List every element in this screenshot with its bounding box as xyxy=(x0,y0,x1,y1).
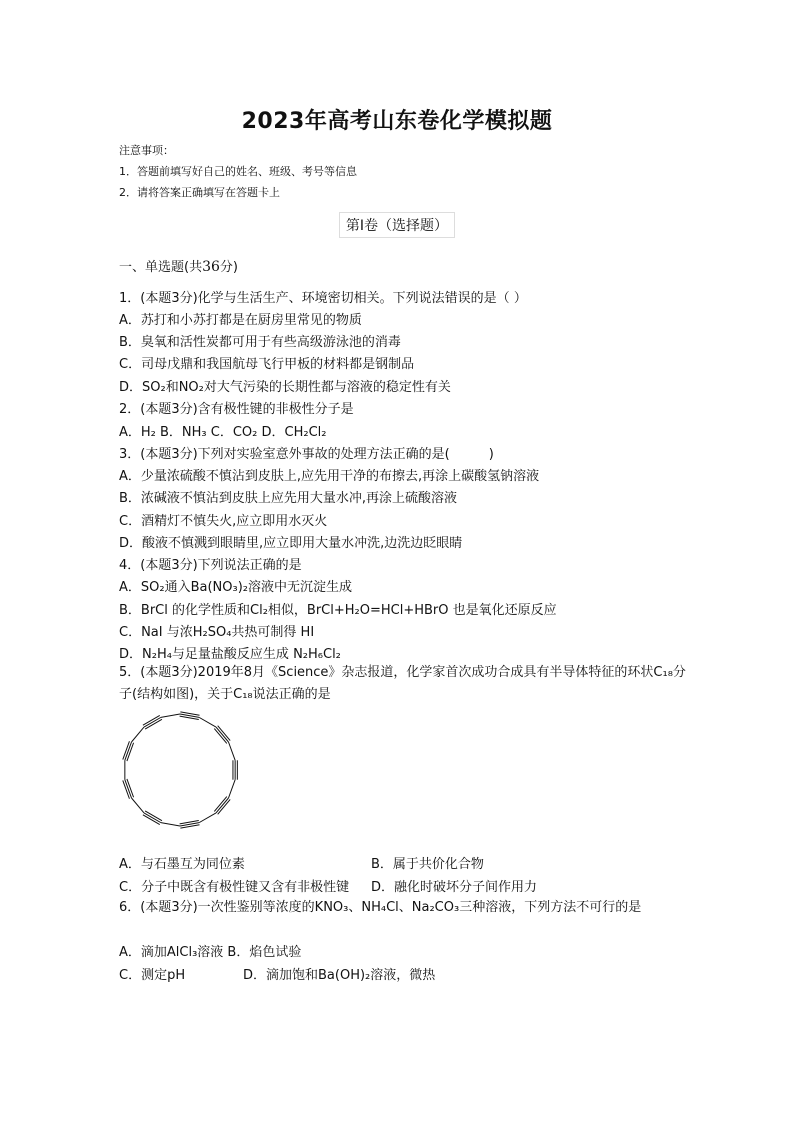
q2-options: A．H₂ B．NH₃ C．CO₂ D．CH₂Cl₂ xyxy=(119,425,327,440)
section-heading xyxy=(0,212,794,238)
triple-bond-line xyxy=(218,799,231,814)
triple-bond-line xyxy=(214,729,227,744)
q2-stem: 2．(本题3分)含有极性键的非极性分子是 xyxy=(119,402,354,417)
part-label: 一、单选题(共 xyxy=(119,260,203,275)
single-bond-line xyxy=(132,727,145,742)
q5-option-b: B．属于共价化合物 xyxy=(371,857,484,872)
q3-option-b: B．浓碱液不慎沾到皮肤上应先用大量水冲,再涂上硫酸溶液 xyxy=(119,491,458,506)
q6-option-d: D．滴加饱和Ba(OH)₂溶液，微热 xyxy=(243,968,436,983)
page-title: 2023年高考山东卷化学模拟题 xyxy=(241,109,553,134)
single-bond-line xyxy=(228,780,235,798)
triple-bond-line xyxy=(144,717,161,727)
triple-bond-line xyxy=(143,715,160,725)
q6-option-c: C．测定pH xyxy=(119,968,186,983)
notice-heading: 注意事项： xyxy=(119,144,174,157)
q3-option-a: A．少量浓硫酸不慎沾到皮肤上,应先用干净的布擦去,再涂上碳酸氢钠溶液 xyxy=(119,469,540,484)
q4-option-b: B．BrCl 的化学性质和Cl₂相似，BrCl+H₂O=HCl+HBrO 也是氧化还原反应 xyxy=(119,603,557,618)
single-bond-line xyxy=(199,813,216,823)
q6-stem: 6．(本题3分)一次性鉴别等浓度的KNO₃、NH₄Cl、Na₂CO₃三种溶液，下列方法不可行的是 xyxy=(119,900,642,915)
triple-bond-line xyxy=(218,726,231,741)
triple-bond-line xyxy=(144,813,161,823)
triple-bond-line xyxy=(143,815,160,825)
part-heading xyxy=(119,256,238,275)
q1-option-a: A．苏打和小苏打都是在厨房里常见的物质 xyxy=(119,313,362,328)
section-label: 第I卷（选择题） xyxy=(339,212,455,238)
q5-option-d: D．融化时破坏分子间作用力 xyxy=(371,880,538,895)
q5-stem: 5．(本题3分)2019年8月《Science》杂志报道，化学家首次成功合成具有半导体特征的环状C₁₈分子(结构如图)，关于C₁₈说法正确的是 xyxy=(119,665,686,702)
notice-item-1: 1．答题前填写好自己的姓名、班级、考号等信息 xyxy=(119,165,357,178)
notice-item-2: 2．请将答案正确填写在答题卡上 xyxy=(119,186,280,199)
triple-bond-line xyxy=(216,798,229,813)
single-bond-line xyxy=(161,714,180,717)
q1-stem: 1．(本题3分)化学与生活生产、环境密切相关。下列说法错误的是（ ） xyxy=(119,291,527,306)
q4-option-a: A．SO₂通入Ba(NO₃)₂溶液中无沉淀生成 xyxy=(119,580,352,595)
q3-stem: 3．(本题3分)下列对实验室意外事故的处理方法正确的是( ) xyxy=(119,447,494,462)
part-score: 36 xyxy=(202,259,220,275)
triple-bond-line xyxy=(145,811,162,821)
triple-bond-line xyxy=(214,797,227,812)
q6-option-ab: A．滴加AlCl₃溶液 B．焰色试验 xyxy=(119,945,302,960)
q4-stem: 4．(本题3分)下列说法正确的是 xyxy=(119,558,302,573)
q1-option-d: D．SO₂和NO₂对大气污染的长期性都与溶液的稳定性有关 xyxy=(119,380,451,395)
single-bond-line xyxy=(161,823,180,826)
q1-option-c: C．司母戊鼎和我国航母飞行甲板的材料都是钢制品 xyxy=(119,357,415,372)
single-bond-line xyxy=(132,798,145,813)
triple-bond-line xyxy=(145,719,162,729)
q3-option-c: C．酒精灯不慎失火,应立即用水灭火 xyxy=(119,514,328,529)
c18-ring-structure-image xyxy=(120,706,240,836)
q4-option-d: D．N₂H₄与足量盐酸反应生成 N₂H₆Cl₂ xyxy=(119,647,341,662)
q5-option-c: C．分子中既含有极性键又含有非极性键 xyxy=(119,880,350,895)
single-bond-line xyxy=(228,742,235,760)
q4-option-c: C．NaI 与浓H₂SO₄共热可制得 HI xyxy=(119,625,315,640)
single-bond-line xyxy=(199,717,216,727)
part-suffix: 分) xyxy=(219,260,238,275)
q1-option-b: B．臭氧和活性炭都可用于有些高级游泳池的消毒 xyxy=(119,335,401,350)
triple-bond-line xyxy=(216,727,229,742)
q5-option-a: A．与石墨互为同位素 xyxy=(119,857,245,872)
q3-option-d: D．酸液不慎溅到眼睛里,应立即用大量水冲洗,边洗边眨眼睛 xyxy=(119,536,463,551)
